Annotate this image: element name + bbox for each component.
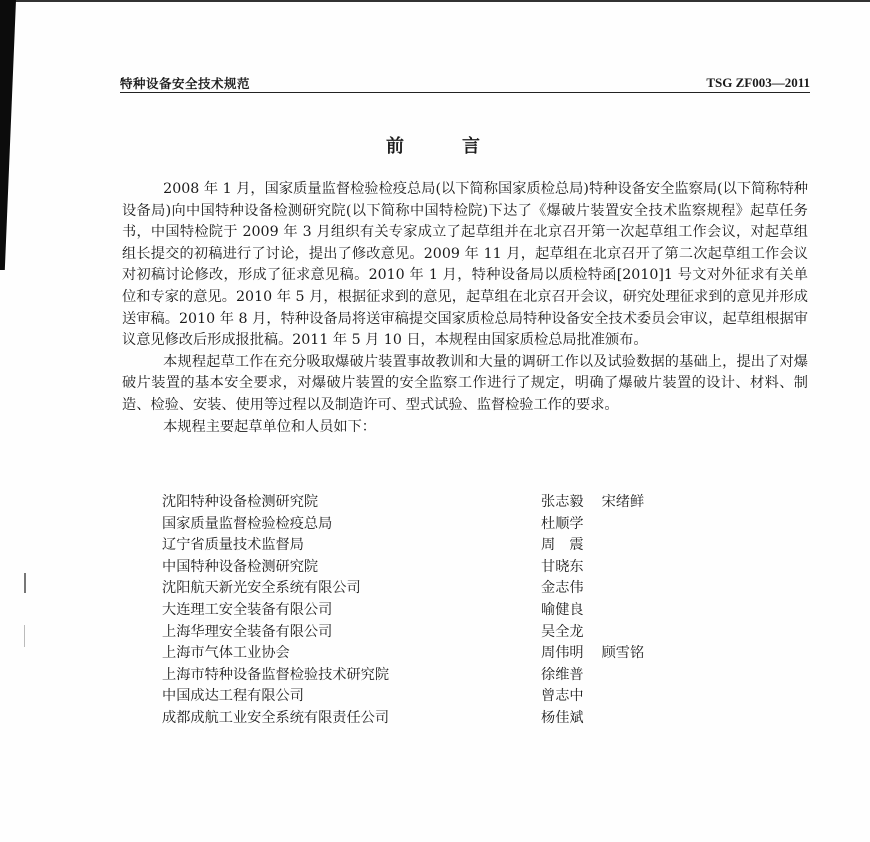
drafter-row — [162, 643, 722, 665]
drafter-row — [162, 492, 722, 514]
drafter-row — [162, 557, 722, 579]
drafter-name: 喻健良 — [541, 601, 584, 618]
drafter-row — [162, 665, 722, 687]
drafter-name: 周 震 — [541, 537, 584, 554]
scan-margin-mark — [24, 625, 25, 647]
drafter-names — [541, 686, 584, 708]
drafter-name: 宋绪鲜 — [601, 494, 645, 510]
drafter-organization: 辽宁省质量技术监督局 — [162, 537, 304, 554]
drafter-name: 徐维普 — [541, 666, 584, 683]
drafter-names — [541, 665, 584, 687]
drafter-row — [162, 708, 722, 730]
drafter-organization: 上海华理安全装备有限公司 — [162, 623, 333, 640]
drafter-names — [541, 578, 584, 600]
drafter-names — [541, 557, 584, 579]
drafter-names — [541, 622, 584, 644]
drafter-organization: 大连理工安全装备有限公司 — [162, 601, 333, 618]
scan-margin-mark — [24, 573, 26, 593]
drafter-names — [541, 514, 584, 536]
running-header — [120, 74, 810, 93]
drafter-organization: 沈阳特种设备检测研究院 — [162, 494, 319, 510]
drafter-row — [162, 600, 722, 622]
header-series-title: 特种设备安全技术规范 — [120, 76, 251, 91]
drafter-names — [541, 492, 644, 514]
drafter-row — [162, 514, 722, 536]
drafter-row — [162, 622, 722, 644]
drafter-name: 张志毅 — [541, 494, 584, 510]
drafter-names — [541, 600, 584, 622]
paragraph: 本规程主要起草单位和人员如下： — [163, 418, 376, 435]
drafter-name: 顾雪铭 — [601, 645, 645, 662]
drafter-name: 甘晓东 — [541, 558, 584, 575]
scan-top-edge — [0, 0, 870, 2]
drafter-organization: 上海市特种设备监督检验技术研究院 — [162, 666, 390, 683]
drafter-names — [541, 708, 584, 730]
drafter-row — [162, 578, 722, 600]
drafter-row — [162, 686, 722, 708]
drafter-name: 杜顺学 — [541, 515, 584, 532]
drafter-organization: 沈阳航天新光安全系统有限公司 — [162, 580, 361, 597]
drafter-names — [541, 535, 584, 557]
drafter-names — [541, 643, 644, 665]
paragraph: 2008 年 1 月，国家质量监督检验检疫总局(以下简称国家质检总局)特种设备安全监察局(以下简称特种设备局)向中国特种设备检测研究院(以下简称中国特检院)下达了《爆破片装置安全技术监察规程》起草任务书，中国特检院于 2009 年 3 月组织有关专家成立了起草组并在北京召开第一次起草组工作会议，对起草组组长提交的初稿进行了讨论，提出了修改意见。2009 年 11 月，起草组在北京召开了第二次起草组工作会议对初稿讨论修改，形成了征求意见稿。2010 年 1 月，特种设备局以质检特函[2010]1 号文对外征求有关单位和专家的意见。2010 年 5 月，根据征求到的意见，起草组在北京召开会议，研究处理征求到的意见并形成送审稿。2010 年 8 月，特种设备局将送审稿提交国家质检总局特种设备安全技术委员会审议，起草组根据审议意见修改后形成报批稿。2011 年 5 月 10 日，本规程由国家质检总局批准颁布。 — [122, 181, 808, 349]
drafter-name: 吴全龙 — [541, 623, 584, 640]
drafter-organization: 中国特种设备检测研究院 — [162, 558, 319, 575]
header-document-code: TSG ZF003—2011 — [706, 75, 810, 90]
drafter-name: 周伟明 — [541, 645, 584, 662]
page-title: 前言 — [386, 136, 538, 157]
drafter-organization: 成都成航工业安全系统有限责任公司 — [162, 709, 390, 726]
drafters-list — [162, 492, 722, 730]
drafter-organization: 中国成达工程有限公司 — [162, 688, 304, 705]
drafter-name: 曾志中 — [541, 688, 584, 705]
paragraph: 本规程起草工作在充分吸取爆破片装置事故教训和大量的调研工作以及试验数据的基础上，提出了对爆破片装置的基本安全要求，对爆破片装置的安全监察工作进行了规定，明确了爆破片装置的设计、材料、制造、检验、安装、使用等过程以及制造许可、型式试验、监督检验工作的要求。 — [122, 353, 808, 413]
drafter-row — [162, 535, 722, 557]
drafter-organization: 国家质量监督检验检疫总局 — [162, 515, 333, 532]
drafter-name: 杨佳斌 — [541, 709, 584, 726]
preface-body — [122, 179, 808, 438]
drafter-name: 金志伟 — [541, 580, 584, 597]
drafter-organization: 上海市气体工业协会 — [162, 645, 290, 662]
